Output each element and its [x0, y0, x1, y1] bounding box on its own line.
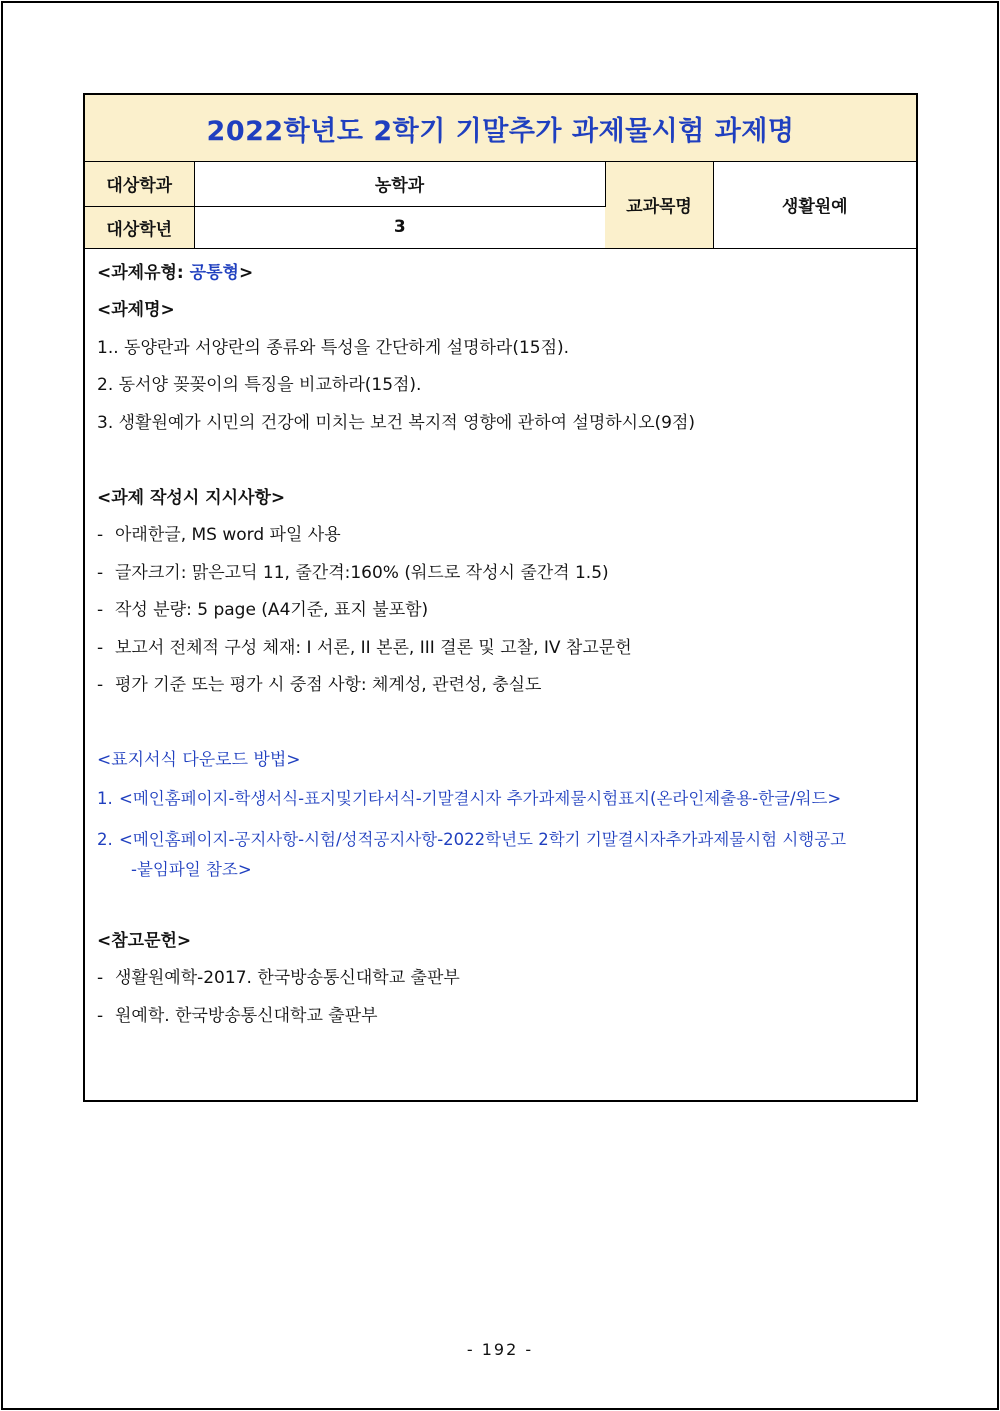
instructions-heading: <과제 작성시 지시사항>: [97, 487, 286, 508]
instruction-item: - 아래한글, MS word 파일 사용: [97, 525, 341, 545]
body-area: [85, 249, 916, 1036]
title-row: [85, 95, 916, 162]
instruction-item: - 평가 기준 또는 평가 시 중점 사항: 체계성, 관련성, 충실도: [97, 675, 542, 695]
reference-item: - 생활원예학-2017. 한국방송통신대학교 출판부: [97, 968, 460, 988]
download-step: 2. <메인홈페이지-공지사항-시험/성적공지사항-2022학년도 2학기 기말결시자추가과제물시험 시행공고 -붙임파일 참조>: [97, 830, 847, 879]
instruction-item: - 작성 분량: 5 page (A4기준, 표지 불포함): [97, 600, 429, 620]
course-value: 생활원예: [713, 162, 916, 248]
dept-value: 농학과: [194, 162, 605, 206]
reference-item: - 원예학. 한국방송통신대학교 출판부: [97, 1005, 378, 1026]
references-heading: <참고문헌>: [97, 930, 192, 951]
question-item: 1.. 동양란과 서양란의 종류와 특성을 간단하게 설명하라(15점).: [97, 337, 570, 358]
instruction-item: - 글자크기: 맑은고딕 11, 줄간격:160% (워드로 작성시 줄간격 1.5): [97, 562, 609, 583]
download-heading: <표지서식 다운로드 방법>: [97, 750, 301, 770]
info-table: [85, 162, 916, 249]
task-title-heading: <과제명>: [97, 300, 175, 320]
instruction-item: - 보고서 전체적 구성 체재: I 서론, II 본론, III 결론 및 고찰, IV 참고문헌: [97, 637, 632, 658]
question-item: 3. 생활원예가 시민의 건강에 미치는 보건 복지적 영향에 관하여 설명하시오(9점): [97, 412, 696, 433]
course-label: 교과목명: [605, 162, 713, 248]
document-title: 2022학년도 2학기 기말추가 과제물시험 과제명: [206, 115, 795, 147]
dept-label: 대상학과: [85, 162, 194, 206]
year-value: 3: [393, 217, 406, 237]
document-box: [83, 93, 918, 1102]
question-item: 2. 동서양 꽂꽂이의 특징을 비교하라(15점).: [97, 375, 422, 395]
task-type-value: 공통형: [189, 262, 239, 283]
task-type: <과제유형: 공통형>: [97, 262, 254, 283]
page-number: - 192 -: [466, 1340, 534, 1359]
year-label: 대상학년: [85, 206, 194, 248]
download-step: 1. <메인홈페이지-학생서식-표지및기타서식-기말결시자 추가과제물시험표지(온라인제출용-한글/워드>: [97, 788, 842, 808]
